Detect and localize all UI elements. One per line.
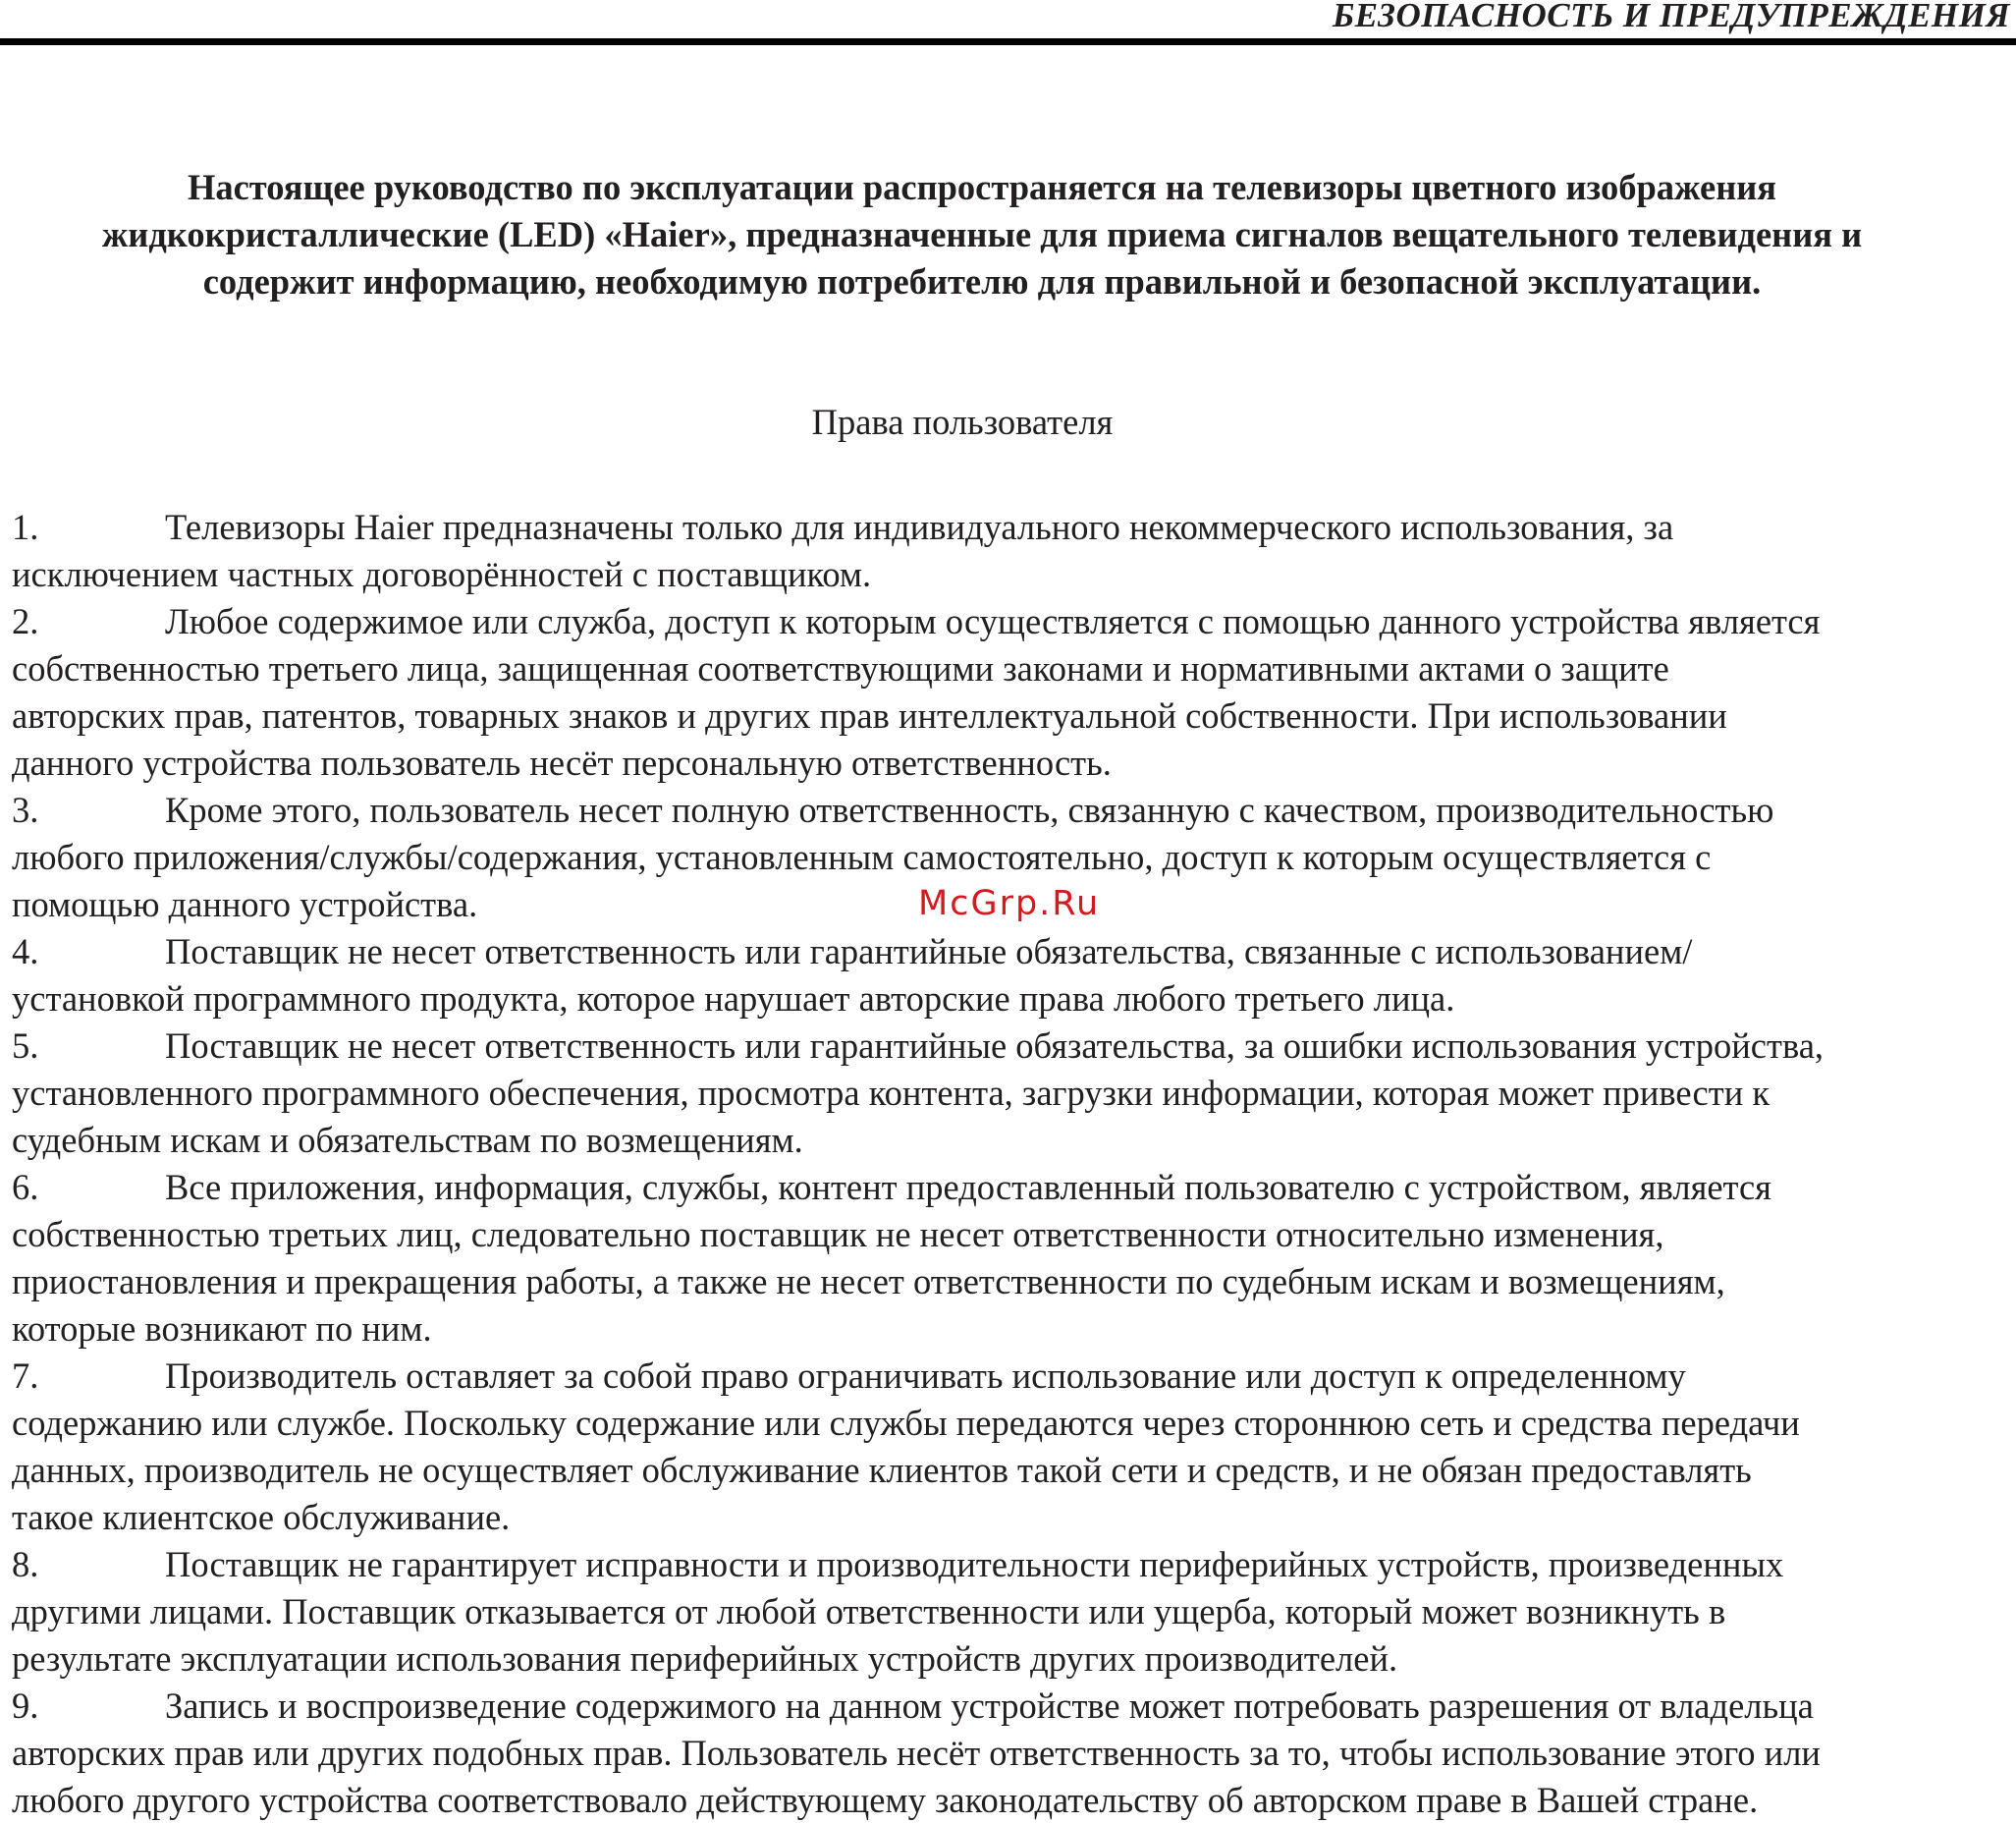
rights-item-number: 9. (12, 1686, 39, 1726)
rights-item-text: авторских прав или других подобных прав. Пользователь несёт ответственность за то, чтобы использование этого или (12, 1733, 1821, 1773)
rights-item-line (12, 1777, 2005, 1824)
rights-item-text: такое клиентское обслуживание. (12, 1497, 511, 1537)
rights-item-text: любого приложения/службы/содержания, установленным самостоятельно, доступ к которым осуществляется с (12, 837, 1712, 877)
rights-item-number: 6. (12, 1167, 39, 1207)
rights-item-line (12, 787, 2005, 834)
rights-list (12, 504, 2005, 1824)
rights-item-line (12, 1211, 2005, 1258)
rights-item-number: 2. (12, 601, 39, 641)
rights-item-number: 8. (12, 1544, 39, 1584)
rights-item-text: которые возникают по ним. (12, 1308, 432, 1349)
rights-item-text: Поставщик не несет ответственность или гарантийные обязательства, связанные с использованием/ (165, 931, 1693, 971)
rights-item-text: собственностью третьего лица, защищенная соответствующими законами и нормативными актами о защите (12, 648, 1669, 689)
rights-item-line (12, 1494, 2005, 1541)
rights-item-line (12, 645, 2005, 692)
rights-item-line (12, 834, 2005, 881)
rights-item-text: Поставщик не несет ответственность или гарантийные обязательства, за ошибки использования устройства, (165, 1025, 1825, 1066)
rights-item-text: Производитель оставляет за собой право ограничивать использование или доступ к определенному (165, 1355, 1686, 1396)
rights-item-number: 1. (12, 507, 39, 547)
rights-item-text: помощью данного устройства. (12, 884, 478, 924)
rights-item-text: данных, производитель не осуществляет обслуживание клиентов такой сети и средств, и не обязан предоставлять (12, 1450, 1752, 1490)
rights-item-line (12, 504, 2005, 551)
rights-item-number: 3. (12, 790, 39, 830)
rights-item-9 (12, 1683, 2005, 1824)
rights-item-text: Кроме этого, пользователь несет полную ответственность, связанную с качеством, производительностью (165, 790, 1774, 830)
rights-item-text: авторских прав, патентов, товарных знаков и других прав интеллектуальной собственности. При использовании (12, 695, 1727, 736)
rights-item-line (12, 1164, 2005, 1211)
rights-item-line (12, 1023, 2005, 1070)
rights-item-2 (12, 598, 2005, 787)
rights-item-line (12, 1070, 2005, 1117)
rights-item-6 (12, 1164, 2005, 1353)
rights-item-line (12, 1541, 2005, 1588)
rights-item-line (12, 740, 2005, 787)
rights-item-number: 5. (12, 1025, 39, 1066)
intro-line: содержит информацию, необходимую потребителю для правильной и безопасной эксплуатации. (202, 261, 1762, 302)
rights-item-line (12, 1588, 2005, 1635)
rights-item-text: Поставщик не гарантирует исправности и производительности периферийных устройств, произведенных (165, 1544, 1784, 1584)
rights-item-7 (12, 1353, 2005, 1541)
rights-item-line (12, 598, 2005, 645)
rights-item-text: Запись и воспроизведение содержимого на данном устройстве может потребовать разрешения от владельца (165, 1686, 1814, 1726)
rights-item-line (12, 692, 2005, 740)
rights-item-line (12, 928, 2005, 975)
rights-item-text: исключением частных договорённостей с поставщиком. (12, 554, 872, 594)
rights-item-text: Все приложения, информация, службы, контент предоставленный пользователю с устройством, является (165, 1167, 1771, 1207)
rights-item-number: 4. (12, 931, 39, 971)
rights-item-text: Любое содержимое или служба, доступ к которым осуществляется с помощью данного устройства является (165, 601, 1821, 641)
rights-item-text: судебным искам и обязательствам по возмещениям. (12, 1120, 803, 1160)
page-header (0, 0, 2016, 45)
rights-item-8 (12, 1541, 2005, 1683)
intro-line: Настоящее руководство по эксплуатации распространяется на телевизоры цветного изображения (187, 167, 1777, 207)
rights-item-text: собственностью третьих лиц, следовательно поставщик не несет ответственности относительно изменения, (12, 1214, 1664, 1254)
rights-item-line (12, 551, 2005, 598)
rights-item-text: результате эксплуатации использования периферийных устройств других производителей. (12, 1638, 1398, 1679)
rights-item-text: приостановления и прекращения работы, а также не несет ответственности по судебным искам и возмещениям, (12, 1261, 1725, 1301)
intro-paragraph (10, 164, 1954, 305)
intro-line: жидкокристаллические (LED) «Haier», предназначенные для приема сигналов вещательного телевидения и (101, 214, 1863, 254)
section-title: Права пользователя (811, 402, 1114, 442)
rights-item-4 (12, 928, 2005, 1023)
rights-item-line (12, 1683, 2005, 1730)
rights-item-text: установкой программного продукта, которое нарушает авторские права любого третьего лица. (12, 978, 1455, 1019)
rights-item-line (12, 1400, 2005, 1447)
rights-item-line (12, 1447, 2005, 1494)
rights-item-line (12, 1730, 2005, 1777)
rights-item-text: установленного программного обеспечения, просмотра контента, загрузки информации, которая может привести к (12, 1073, 1771, 1113)
rights-item-1 (12, 504, 2005, 598)
page-header-title: БЕЗОПАСНОСТЬ И ПРЕДУПРЕЖДЕНИЯ (1333, 0, 2010, 34)
rights-item-text: Телевизоры Haier предназначены только для индивидуального некоммерческого использования, за (165, 507, 1674, 547)
rights-item-line (12, 1305, 2005, 1353)
rights-item-number: 7. (12, 1355, 39, 1396)
watermark: McGrp.Ru (918, 884, 1101, 923)
rights-item-5 (12, 1023, 2005, 1164)
rights-item-line (12, 1635, 2005, 1683)
rights-item-line (12, 1117, 2005, 1164)
rights-item-line (12, 1258, 2005, 1305)
rights-item-line (12, 1353, 2005, 1400)
rights-item-text: содержанию или службе. Поскольку содержание или службы передаются через стороннюю сеть и средства передачи (12, 1403, 1800, 1443)
rights-item-text: данного устройства пользователь несёт персональную ответственность. (12, 743, 1112, 783)
rights-item-text: любого другого устройства соответствовало действующему законодательству об авторском праве в Вашей стране. (12, 1780, 1759, 1820)
rights-item-text: другими лицами. Поставщик отказывается от любой ответственности или ущерба, который может возникнуть в (12, 1591, 1726, 1631)
rights-item-line (12, 975, 2005, 1023)
